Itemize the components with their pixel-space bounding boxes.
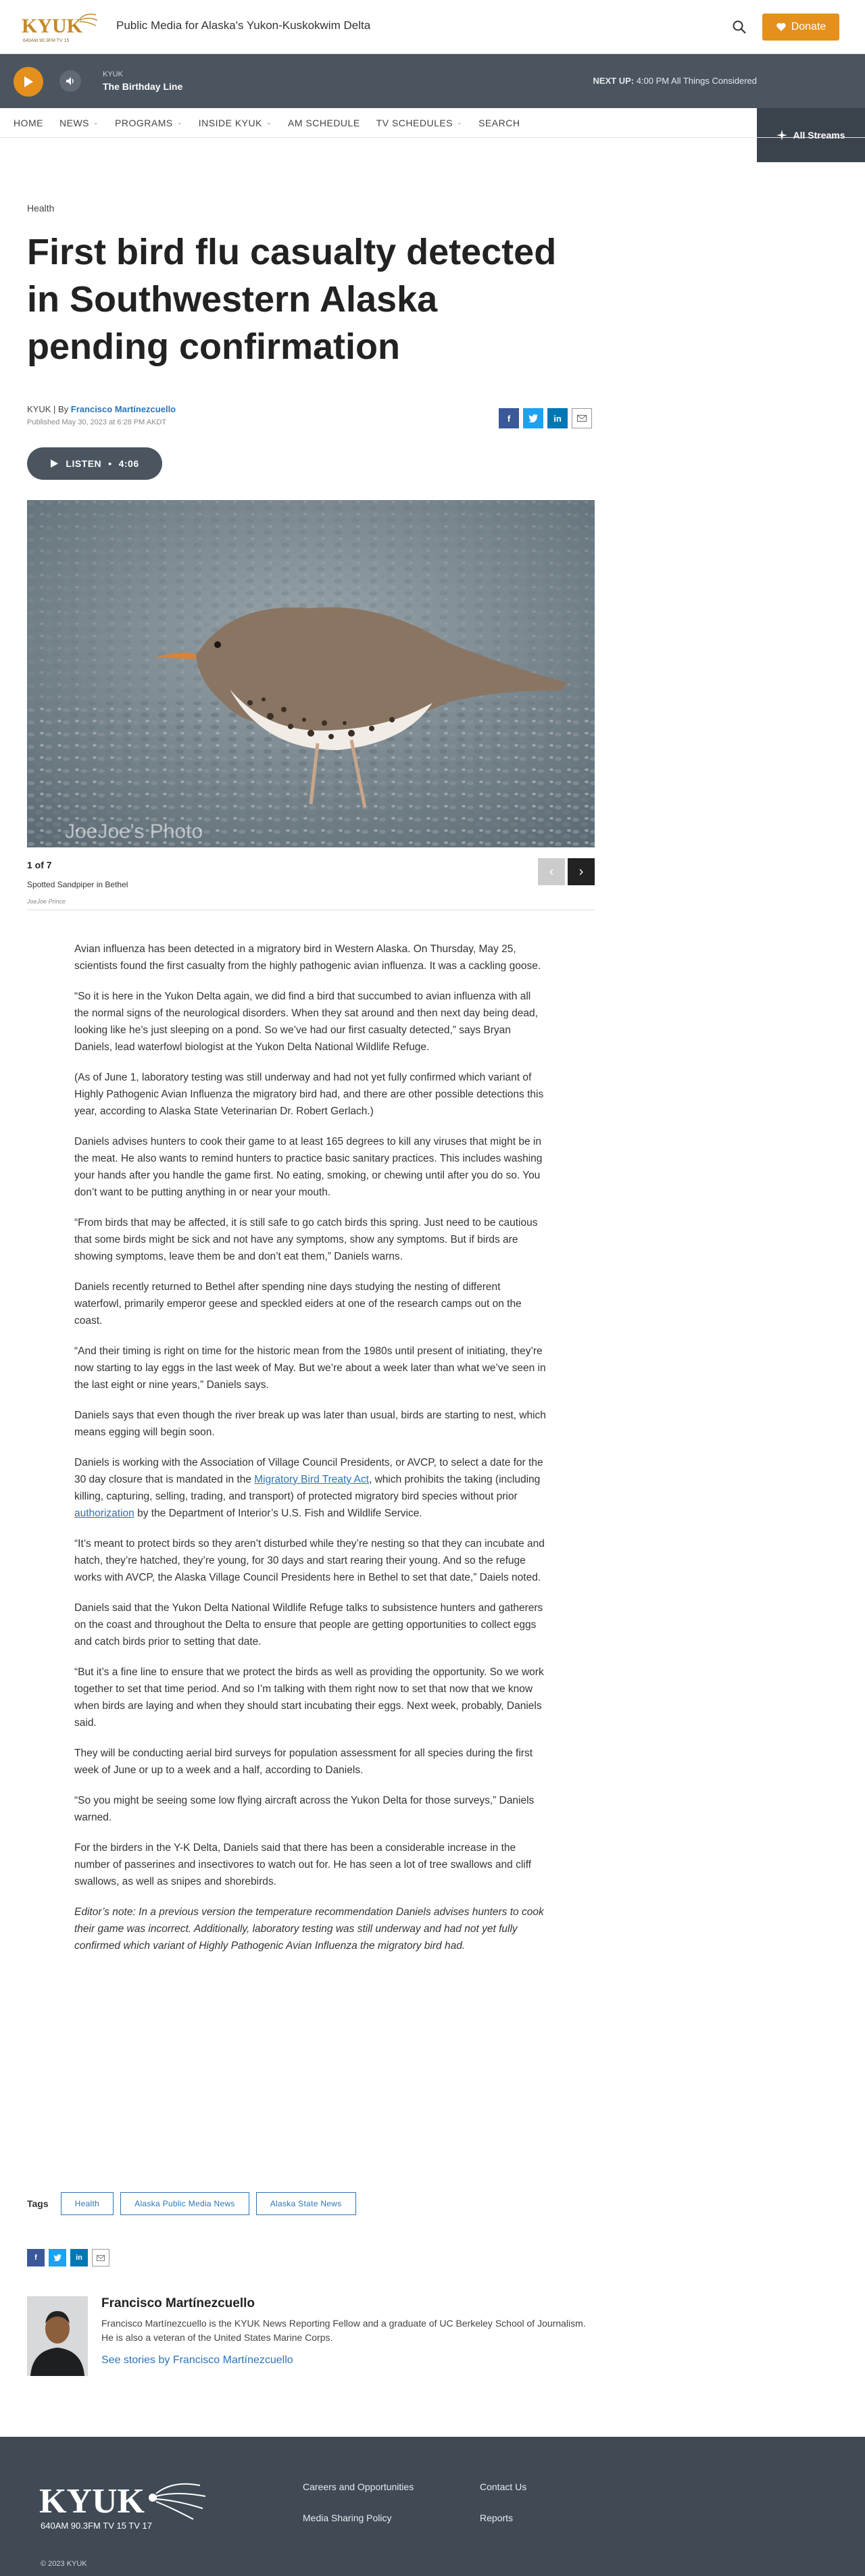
twitter-icon xyxy=(53,2254,61,2261)
migratory-bird-treaty-act-link[interactable]: Migratory Bird Treaty Act xyxy=(254,1474,369,1485)
paragraph: Daniels said that the Yukon Delta National Wildlife Refuge talks to subsistence hunters and gatherers on the coast and throughout the Delta to ensure that people are getting opportunities to collect eggs and catch birds prior to setting that date. xyxy=(74,1602,543,1648)
byline xyxy=(27,404,176,414)
gallery-next-button[interactable] xyxy=(568,858,595,885)
paragraph: “And their timing is right on time for the historic mean from the 1980s until present of initiating, they’re now starting to lay eggs in the last week of May. But we’re about a week later than what we’ve seen in the last eight or nine years,” Daniels says. xyxy=(74,1345,546,1391)
photo-gallery-image[interactable] xyxy=(27,500,595,847)
email-share-button[interactable] xyxy=(572,408,592,428)
author-bio: Francisco Martínezcuello is the KYUK News Reporting Fellow and a graduate of UC Berkeley School of Journalism. He is also a veteran of the United States Marine Corps. xyxy=(101,2318,586,2343)
tag-alaska-state-news[interactable]: Alaska State News xyxy=(256,2192,356,2215)
speaker-icon xyxy=(65,76,76,86)
site-header xyxy=(0,0,865,54)
paragraph: Daniels advises hunters to cook their game to at least 165 degrees to kill any viruses that might be in the meat. He also wants to remind hunters to practice basic sanitary practices. This includes washing your hands after you handle the game first. No eating, smoking, or chewing until after you do so. You don’t want to be putting anything in or near your mouth. xyxy=(74,1136,543,1198)
twitter-share-button[interactable] xyxy=(49,2249,66,2267)
twitter-share-button[interactable] xyxy=(523,408,543,428)
footer-link-media-sharing[interactable]: Media Sharing Policy xyxy=(303,2512,392,2523)
author-link[interactable]: Francisco Martínezcuello xyxy=(70,404,176,414)
paragraph: “So you might be seeing some low flying aircraft across the Yukon Delta for those surveys,” Daniels warned. xyxy=(74,1795,535,1823)
email-share-button[interactable] xyxy=(92,2249,109,2267)
tag-alaska-public-media-news[interactable]: Alaska Public Media News xyxy=(120,2192,249,2215)
footer-link-careers[interactable]: Careers and Opportunities xyxy=(303,2481,414,2492)
article-header xyxy=(27,203,595,370)
listen-dot: • xyxy=(108,458,112,469)
paragraph-avcp xyxy=(74,1454,547,1522)
text: Daniels is working with the Association of Village Council Presidents, or AVCP, to select a date for the 30 day closure that is mandated in the xyxy=(74,1457,543,1485)
donate-button[interactable] xyxy=(762,14,839,41)
nav-item-home[interactable] xyxy=(14,118,43,128)
text: , which prohibits the taking (including killing, capturing, selling, trading, and transport) of protected migratory bird species without prior xyxy=(74,1474,541,1502)
photo-credit: JoeJoe Prince xyxy=(27,898,66,905)
authorization-link[interactable]: authorization xyxy=(74,1508,134,1519)
author-photo xyxy=(27,2296,88,2376)
footer-logo-subtext: 640AM 90.3FM TV 15 TV 17 xyxy=(41,2521,152,2531)
next-up-time: 4:00 PM xyxy=(636,76,670,86)
nav-label: SEARCH xyxy=(478,117,520,128)
twitter-icon xyxy=(528,414,538,422)
gallery-prev-button[interactable] xyxy=(538,858,565,885)
footer-link-reports[interactable]: Reports xyxy=(480,2512,514,2523)
tag-health[interactable]: Health xyxy=(61,2192,114,2215)
linkedin-icon: in xyxy=(76,2254,82,2262)
facebook-share-button[interactable] xyxy=(27,2249,45,2267)
paragraph: Daniels recently returned to Bethel after spending nine days studying the nesting of different waterfowl, primarily emperor geese and speckled eiders at one of the research camps out on the coast. xyxy=(74,1281,522,1327)
paragraph: Avian influenza has been detected in a migratory bird in Western Alaska. On Thursday, May 25, scientists found the first casualty from the highly pathogenic avian influenza. It was a cackling goose. xyxy=(74,943,541,972)
published-date: Published May 30, 2023 at 6:28 PM AKDT xyxy=(27,418,167,426)
text: by the Department of Interior’s U.S. Fish and Wildlife Service. xyxy=(134,1508,422,1519)
play-icon xyxy=(50,459,59,468)
nav-item-programs[interactable] xyxy=(115,118,182,128)
gallery-counter: 1 of 7 xyxy=(27,860,52,870)
sandpiper-photo xyxy=(27,500,595,847)
chevron-down-icon: ⌄ xyxy=(457,119,463,126)
main-nav xyxy=(0,108,865,138)
author-avatar[interactable] xyxy=(27,2296,88,2376)
site-footer xyxy=(0,2437,865,2576)
volume-button[interactable] xyxy=(59,70,81,92)
editor-note: Editor’s note: In a previous version the temperature recommendation Daniels advises hunters to cook their game was incorrect. Additionally, laboratory testing was still underway and had not yet fully confirmed which variant of Highly Pathogenic Avian Influenza the migratory bird had. xyxy=(74,1906,544,1952)
paragraph: (As of June 1, laboratory testing was still underway and had not yet fully confirmed which variant of Highly Pathogenic Avian Influenza the migratory bird had, and there are other possible detections this year, according to Alaska State Veterinarian Dr. Robert Gerlach.) xyxy=(74,1072,544,1117)
svg-text:640AM 90.3FM TV 15: 640AM 90.3FM TV 15 xyxy=(23,39,70,43)
envelope-icon xyxy=(97,2255,105,2261)
facebook-share-button[interactable] xyxy=(499,408,519,428)
paragraph: “So it is here in the Yukon Delta again, we did find a bird that succumbed to avian influenza with all the normal signs of the neurological disorders. When they sat around and then next day being dead, looking like he’s just sleeping on a pond. So we’ve had our first casualty detected,” says Bryan Daniels, lead waterfowl biologist at the Yukon Delta National Wildlife Refuge. xyxy=(74,991,538,1053)
site-tagline: Public Media for Alaska's Yukon-Kuskokwim Delta xyxy=(116,19,371,32)
nav-label: PROGRAMS xyxy=(115,117,173,128)
nav-label: HOME xyxy=(14,117,43,128)
byline-prefix: KYUK | By xyxy=(27,404,71,414)
chevron-right-icon: › xyxy=(578,864,584,879)
chevron-left-icon: ‹ xyxy=(549,864,554,879)
station-name: KYUK xyxy=(103,70,123,78)
facebook-icon: f xyxy=(507,413,511,424)
kyuk-logo[interactable] xyxy=(20,9,100,46)
photo-watermark: JoeJoe's Photo xyxy=(65,820,203,843)
next-up-label: NEXT UP: xyxy=(593,76,635,86)
linkedin-icon: in xyxy=(553,413,562,424)
nav-item-am-schedule[interactable] xyxy=(288,118,360,128)
nav-item-inside-kyuk[interactable] xyxy=(199,118,272,128)
paragraph: “It’s meant to protect birds so they aren’t disturbed while they’re nesting so that they can incubate and hatch, they’re hatched, they’re young, for 30 days and start rearing their young. And so the refuge works with AVCP, the Alaska Village Council Presidents here in Bethel to set that date,” Daiels noted. xyxy=(74,1538,545,1583)
nav-label: AM SCHEDULE xyxy=(288,117,360,128)
tags xyxy=(27,2192,356,2215)
paragraph: They will be conducting aerial bird surveys for population assessment for all species during the first week of June or up to a week and a half, according to Daniels. xyxy=(74,1748,533,1776)
author-name: Francisco Martínezcuello xyxy=(101,2296,255,2310)
paragraph: For the birders in the Y-K Delta, Daniels said that there has been a considerable increase in the number of passerines and insectivores to watch out for. He has seen a lot of tree swallows and cliff swallows, as well as snipes and shorebirds. xyxy=(74,1842,532,1887)
share-buttons-bottom xyxy=(27,2249,109,2267)
paragraph: “But it’s a fine line to ensure that we protect the birds as well as providing the opportunity. So we work together to set that time period. And so I’m talking with them right now to set that now that we know when birds are laying and when they should start incubating their eggs. Next week, probably, Daniels said. xyxy=(74,1666,544,1729)
facebook-icon: f xyxy=(34,2254,37,2262)
linkedin-share-button[interactable] xyxy=(547,408,568,428)
nav-label: NEWS xyxy=(59,117,89,128)
nav-item-tv-schedules[interactable] xyxy=(376,118,462,128)
next-up-show: All Things Considered xyxy=(671,76,757,86)
share-buttons-top xyxy=(499,408,592,428)
article-headline: First bird flu casualty detected in Southwestern Alaska pending confirmation xyxy=(27,232,557,367)
nav-label: INSIDE KYUK xyxy=(198,117,262,128)
linkedin-share-button[interactable] xyxy=(70,2249,88,2267)
now-playing-title: The Birthday Line xyxy=(103,81,183,92)
chevron-down-icon: ⌄ xyxy=(266,119,272,126)
footer-logo-text: KYUK xyxy=(39,2482,145,2521)
footer-link-contact[interactable]: Contact Us xyxy=(480,2481,527,2492)
chevron-down-icon: ⌄ xyxy=(93,119,99,126)
nav-label: TV SCHEDULES xyxy=(376,117,453,128)
listen-button[interactable] xyxy=(27,447,162,480)
author-stories-link[interactable]: See stories by Francisco Martínezcuello xyxy=(101,2354,293,2366)
paragraph: “From birds that may be affected, it is still safe to go catch birds this spring. Just need to be cautious that some birds might be sick and not have any symptoms, show any symptoms. But if birds are showing symptoms, leave them be and don’t eat them,” Daniels warns. xyxy=(74,1217,538,1262)
article-body xyxy=(74,941,547,1968)
chevron-down-icon: ⌄ xyxy=(176,119,182,126)
all-streams-label: All Streams xyxy=(793,130,845,141)
footer-kyuk-logo[interactable] xyxy=(38,2473,214,2541)
play-icon xyxy=(23,76,34,88)
copyright: © 2023 KYUK xyxy=(41,2560,87,2568)
listen-label: LISTEN xyxy=(66,458,102,469)
listen-duration: 4:06 xyxy=(118,458,139,469)
nav-item-news[interactable] xyxy=(59,118,99,128)
photo-caption: Spotted Sandpiper in Bethel xyxy=(27,880,128,889)
tags-label: Tags xyxy=(27,2198,49,2209)
envelope-icon xyxy=(577,415,587,422)
play-button[interactable] xyxy=(14,67,43,97)
paragraph: Daniels says that even though the river break up was later than usual, birds are starting to nest, which means egging will begin soon. xyxy=(74,1410,546,1438)
svg-text:KYUK: KYUK xyxy=(22,15,82,37)
search-icon[interactable] xyxy=(731,19,747,35)
next-up xyxy=(541,76,757,86)
donate-label: Donate xyxy=(791,21,826,32)
section-label[interactable]: Health xyxy=(27,203,55,214)
nav-item-search[interactable] xyxy=(478,118,520,128)
heart-icon xyxy=(776,22,787,32)
